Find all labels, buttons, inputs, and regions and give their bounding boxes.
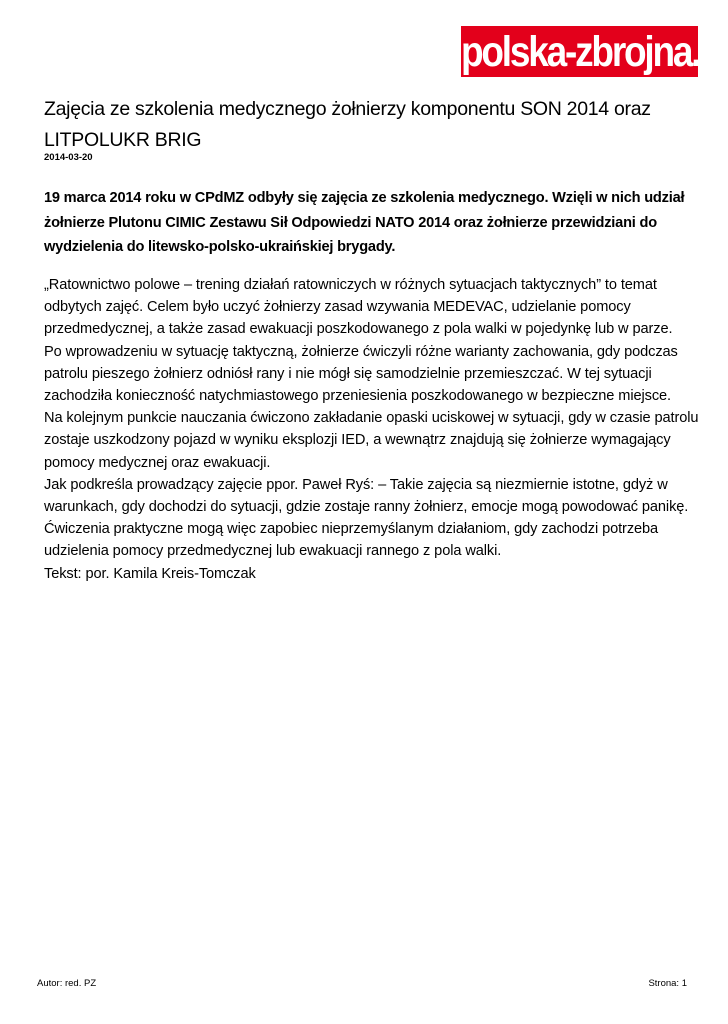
article-paragraph: Po wprowadzeniu w sytuację taktyczną, żołnierze ćwiczyli różne warianty zachowania, gdy podczas patrolu pieszego żołnierz odniósł rany i nie mógł się samodzielnie przemieszczać. W tej sytuacji zachodziła konieczność natychmiastowego przeniesienia poszkodowanego w bezpieczne miejsce. [44, 343, 678, 405]
footer-author: Autor: red. PZ [37, 978, 97, 989]
footer-page-number: Strona: 1 [648, 978, 687, 989]
article-paragraph: Jak podkreśla prowadzący zajęcie ppor. Paweł Ryś: – Takie zajęcia są niezmiernie istotne, gdyż w warunkach, gdy dochodzi do sytuacji, gdzie zostaje ranny żołnierz, emocje mogą powodować panikę. Ćwiczenia praktyczne mogą więc zapobiec nieprzemyślanym działaniom, gdy zachodzi potrzeba udzielenia pomocy przedmedycznej lub ewakuacji rannego z pola walki. [44, 476, 689, 560]
article-paragraph: Na kolejnym punkcie nauczania ćwiczono zakładanie opaski uciskowej w sytuacji, gdy w czasie patrolu zostaje uszkodzony pojazd w wyniku eksplozji IED, a wewnątrz znajdują się żołnierze wymagający pomocy medycznej oraz ewakuacji. [44, 410, 699, 471]
article-title: Zajęcia ze szkolenia medycznego żołnierzy komponentu SON 2014 oraz LITPOLUKR BRIG [44, 98, 651, 151]
site-logo [461, 26, 728, 77]
article-paragraph: „Ratownictwo polowe – trening działań ratowniczych w różnych sytuacjach taktycznych” to temat odbytych zajęć. Celem było uczyć żołnierzy zasad wzywania MEDEVAC, udzielanie pomocy przedmedycznej, a także zasad ewakuacji poszkodowanego z pola walki w pojedynkę lub w parze. [44, 277, 673, 338]
article-body [44, 274, 699, 585]
article-date: 2014-03-20 [44, 152, 93, 163]
article-lead: 19 marca 2014 roku w CPdMZ odbyły się zajęcia ze szkolenia medycznego. Wzięli w nich udział żołnierze Plutonu CIMIC Zestawu Sił Odpowiedzi NATO 2014 oraz żołnierze przewidziani do wydzielenia do litewsko-polsko-ukraińskiej brygady. [44, 190, 685, 255]
article-author-credit: Tekst: por. Kamila Kreis-Tomczak [44, 565, 256, 582]
site-logo-text: polska-zbrojna.pl [461, 27, 728, 76]
